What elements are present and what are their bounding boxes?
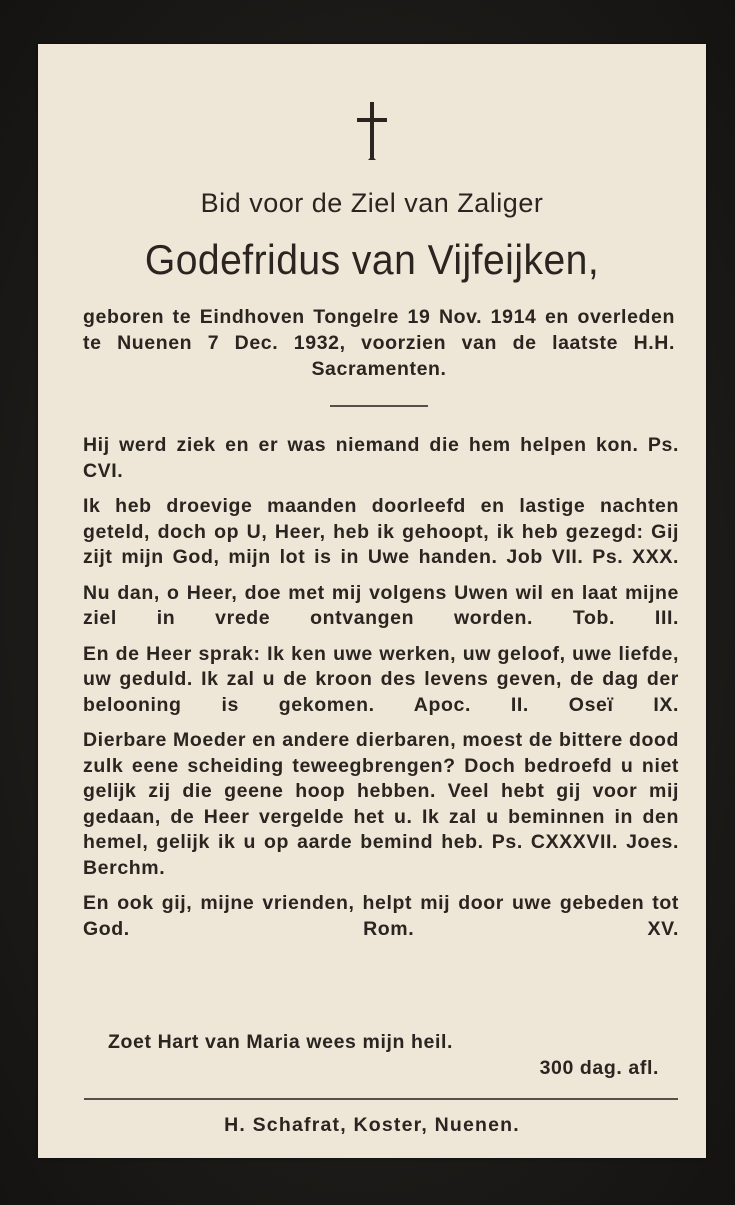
divider (330, 405, 428, 407)
footer-divider (84, 1098, 678, 1100)
deceased-name: Godefridus van Vijfeijken, (144, 236, 600, 283)
verse-reference: Apoc. II. Oseï IX. (413, 693, 680, 716)
verse-reference: Ps. CXXXVII. Joes. Berchm. (83, 831, 679, 879)
printer-credit: H. Schafrat, Koster, Nuenen. (224, 1114, 520, 1136)
closing-prayer: Zoet Hart van Maria wees mijn heil. (108, 1031, 454, 1053)
verse-item (83, 433, 679, 484)
verse-reference: Ps. CVI. (83, 434, 679, 482)
latin-cross-icon (354, 100, 390, 162)
verse-text: En ook gij, mijne vrienden, helpt mij door uwe gebeden tot God. (83, 892, 679, 940)
verse-text: Dierbare Moeder en andere dierbaren, moest de bittere dood zulk eene scheiding teweegbrengen? Doch bedroefd u niet gelijk zij die geene hoop hebben. Veel hebt gij voor mij gedaan, de Heer vergelde het u. Ik zal u beminnen in den hemel, gelijk ik u op aarde bemind heb. (83, 729, 679, 853)
verse-reference: Job VII. Ps. XXX. (506, 546, 679, 568)
memorial-card (38, 44, 706, 1158)
prayer-intro: Bid voor de Ziel van Zaliger (200, 188, 544, 218)
verse-reference: Rom. XV. (363, 917, 679, 940)
verse-item (83, 581, 679, 632)
verse-text: Nu dan, o Heer, doe met mij volgens Uwen wil en laat mijne ziel in vrede ontvangen worden. (83, 581, 679, 629)
verse-item (83, 642, 679, 719)
indulgence-note: 300 dag. afl. (539, 1057, 659, 1079)
closing-block (83, 1029, 659, 1081)
verses-list (83, 433, 679, 952)
verse-item (83, 728, 679, 881)
verse-item (83, 891, 679, 942)
birth-death-dates: geboren te Eindhoven Tongelre 19 Nov. 1914 en overleden te Nuenen 7 Dec. 1932, voorzien van de laatste H.H. Sacramenten. (83, 306, 675, 380)
verse-reference: Tob. III. (572, 607, 679, 629)
verse-text: Ik heb droevige maanden doorleefd en lastige nachten geteld, doch op U, Heer, heb ik gehoopt, ik heb gezegd: Gij zijt mijn God, mijn lot is in Uwe handen. (83, 495, 679, 568)
verse-item (83, 494, 679, 571)
verse-text: Hij werd ziek en er was niemand die hem helpen kon. (83, 434, 639, 456)
verse-text: En de Heer sprak: Ik ken uwe werken, uw geloof, uwe liefde, uw geduld. Ik zal u de kroon des levens geven, de dag der belooning is gekomen. (83, 642, 679, 716)
